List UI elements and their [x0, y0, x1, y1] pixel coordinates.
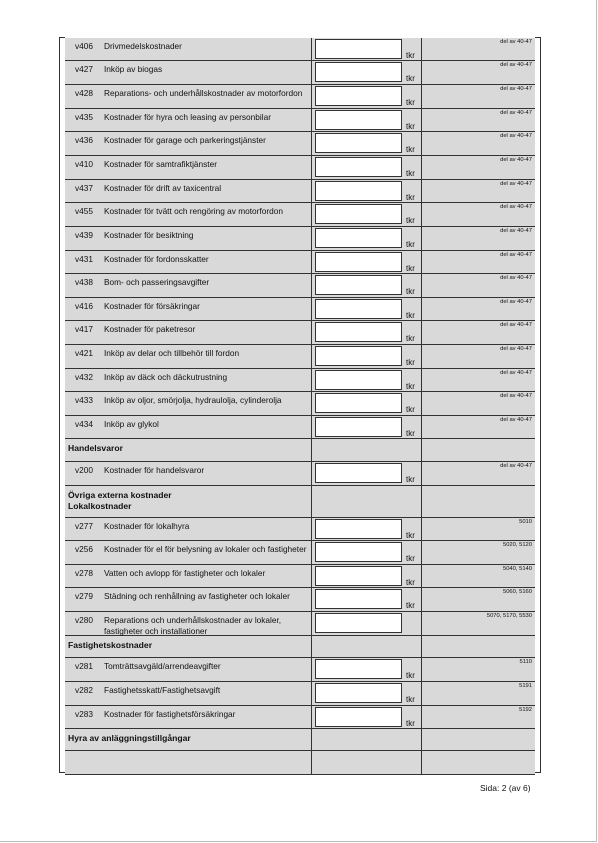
page-number: Sida: 2 (av 6) — [480, 783, 531, 793]
account-reference: del av 40-47 — [500, 417, 532, 423]
variable-code: v416 — [75, 301, 93, 311]
account-reference: 5060, 5160 — [502, 589, 532, 595]
column-divider — [421, 132, 422, 156]
variable-code: v277 — [75, 521, 93, 531]
amount-input[interactable] — [315, 683, 402, 703]
account-reference: del av 40-47 — [500, 463, 532, 469]
account-reference: del av 40-47 — [500, 252, 532, 258]
cost-description: Inköp av oljor, smörjolja, hydraulolja, cylinderolja — [104, 395, 282, 405]
column-divider — [311, 321, 312, 345]
column-divider — [421, 345, 422, 369]
amount-input[interactable] — [315, 707, 402, 727]
variable-code: v439 — [75, 230, 93, 240]
section-title: Fastighetskostnader — [68, 640, 153, 650]
form-row — [65, 658, 535, 682]
section-heading-row — [65, 729, 535, 751]
column-divider — [421, 439, 422, 462]
account-reference: del av 40-47 — [500, 322, 532, 328]
column-divider — [421, 61, 422, 85]
account-reference: 5192 — [519, 707, 532, 713]
unit-label: tkr — [406, 145, 415, 154]
unit-label: tkr — [406, 405, 415, 414]
account-reference: del av 40-47 — [500, 62, 532, 68]
form-row — [65, 132, 535, 156]
amount-input[interactable] — [315, 204, 402, 224]
variable-code: v279 — [75, 591, 93, 601]
variable-code: v434 — [75, 419, 93, 429]
column-divider — [421, 274, 422, 298]
form-row — [65, 298, 535, 321]
form-row — [65, 462, 535, 486]
cost-form — [65, 38, 535, 775]
amount-input[interactable] — [315, 566, 402, 586]
column-divider — [311, 658, 312, 682]
column-divider — [311, 251, 312, 274]
section-title: Handelsvaror — [68, 443, 123, 453]
cost-description: Inköp av däck och däckutrustning — [104, 372, 228, 382]
cost-description: Kostnader för hyra och leasing av personbilar — [104, 112, 271, 122]
account-reference: del av 40-47 — [500, 370, 532, 376]
variable-code: v281 — [75, 661, 93, 671]
variable-code: v431 — [75, 254, 93, 264]
variable-code: v437 — [75, 183, 93, 193]
amount-input[interactable] — [315, 370, 402, 390]
unit-label: tkr — [406, 287, 415, 296]
account-reference: del av 40-47 — [500, 181, 532, 187]
amount-input[interactable] — [315, 613, 402, 633]
cost-description: Kostnader för drift av taxicentral — [104, 183, 222, 193]
cost-description: Reparations- och underhållskostnader av motorfordon — [104, 88, 303, 98]
cost-description: Städning och renhållning av fastigheter och lokaler — [104, 591, 290, 601]
cost-description: Kostnader för paketresor — [104, 324, 196, 334]
form-row — [65, 109, 535, 132]
amount-input[interactable] — [315, 322, 402, 342]
cost-description: Tomträttsavgäld/arrendeavgifter — [104, 661, 221, 671]
column-divider — [421, 462, 422, 486]
amount-input[interactable] — [315, 275, 402, 295]
column-divider — [311, 486, 312, 518]
column-divider — [311, 416, 312, 439]
unit-label: tkr — [406, 51, 415, 60]
column-divider — [311, 274, 312, 298]
column-divider — [311, 156, 312, 180]
amount-input[interactable] — [315, 589, 402, 609]
cost-description: Bom- och passeringsavgifter — [104, 277, 210, 287]
column-divider — [421, 682, 422, 706]
form-row — [65, 751, 535, 775]
column-divider — [421, 156, 422, 180]
unit-label: tkr — [406, 671, 415, 680]
form-row — [65, 518, 535, 541]
account-reference: del av 40-47 — [500, 299, 532, 305]
amount-input[interactable] — [315, 417, 402, 437]
section-heading-row — [65, 636, 535, 658]
column-divider — [311, 369, 312, 392]
column-divider — [421, 369, 422, 392]
unit-label: tkr — [406, 264, 415, 273]
unit-label: tkr — [406, 554, 415, 563]
account-reference: del av 40-47 — [500, 39, 532, 45]
column-divider — [311, 612, 312, 636]
column-divider — [421, 751, 422, 775]
amount-input[interactable] — [315, 228, 402, 248]
variable-code: v200 — [75, 465, 93, 475]
variable-code: v438 — [75, 277, 93, 287]
column-divider — [311, 392, 312, 416]
amount-input[interactable] — [315, 346, 402, 366]
variable-code: v280 — [75, 615, 93, 625]
amount-input[interactable] — [315, 519, 402, 539]
unit-label: tkr — [406, 240, 415, 249]
variable-code: v410 — [75, 159, 93, 169]
column-divider — [421, 612, 422, 636]
column-divider — [311, 729, 312, 751]
account-reference: del av 40-47 — [500, 110, 532, 116]
form-row — [65, 227, 535, 251]
account-reference: del av 40-47 — [500, 133, 532, 139]
variable-code: v432 — [75, 372, 93, 382]
column-divider — [421, 180, 422, 203]
unit-label: tkr — [406, 122, 415, 131]
column-divider — [421, 706, 422, 729]
column-divider — [311, 682, 312, 706]
column-divider — [311, 518, 312, 541]
amount-input[interactable] — [315, 299, 402, 319]
form-row — [65, 416, 535, 439]
cost-description: Kostnader för tvätt och rengöring av motorfordon — [104, 206, 283, 216]
column-divider — [421, 518, 422, 541]
account-reference: 5070, 5170, 5530 — [486, 613, 532, 619]
column-divider — [311, 61, 312, 85]
column-divider — [311, 588, 312, 612]
unit-label: tkr — [406, 382, 415, 391]
account-reference: del av 40-47 — [500, 204, 532, 210]
form-row — [65, 274, 535, 298]
cost-description: Reparations och underhållskostnader av lokaler, fastigheter och installationer — [104, 615, 282, 636]
variable-code: v278 — [75, 568, 93, 578]
cost-description: Inköp av delar och tillbehör till fordon — [104, 348, 240, 358]
unit-label: tkr — [406, 578, 415, 587]
column-divider — [311, 203, 312, 227]
column-divider — [311, 706, 312, 729]
cost-description: Kostnader för garage och parkeringstjänster — [104, 135, 266, 145]
cost-description: Fastighetsskatt/Fastighetsavgift — [104, 685, 221, 695]
column-divider — [421, 251, 422, 274]
form-row — [65, 180, 535, 203]
column-divider — [311, 751, 312, 775]
unit-label: tkr — [406, 216, 415, 225]
form-row — [65, 203, 535, 227]
amount-input[interactable] — [315, 393, 402, 413]
account-reference: 5040, 5140 — [502, 566, 532, 572]
variable-code: v428 — [75, 88, 93, 98]
column-divider — [311, 180, 312, 203]
form-row — [65, 369, 535, 392]
amount-input[interactable] — [315, 86, 402, 106]
account-reference: 5191 — [519, 683, 532, 689]
column-divider — [311, 541, 312, 565]
column-divider — [421, 541, 422, 565]
cost-description: Kostnader för fordonsskatter — [104, 254, 209, 264]
column-divider — [421, 392, 422, 416]
unit-label: tkr — [406, 311, 415, 320]
amount-input[interactable] — [315, 252, 402, 272]
unit-label: tkr — [406, 695, 415, 704]
cost-description: Inköp av biogas — [104, 64, 163, 74]
unit-label: tkr — [406, 193, 415, 202]
form-row — [65, 321, 535, 345]
account-reference: del av 40-47 — [500, 275, 532, 281]
cost-description: Kostnader för besiktning — [104, 230, 194, 240]
column-divider — [421, 38, 422, 61]
form-row — [65, 61, 535, 85]
form-row — [65, 588, 535, 612]
column-divider — [311, 345, 312, 369]
unit-label: tkr — [406, 531, 415, 540]
column-divider — [421, 203, 422, 227]
amount-input[interactable] — [315, 62, 402, 82]
amount-input[interactable] — [315, 110, 402, 130]
form-row — [65, 85, 535, 109]
section-title: Lokalkostnader — [68, 501, 132, 511]
unit-label: tkr — [406, 98, 415, 107]
column-divider — [311, 636, 312, 658]
amount-input[interactable] — [315, 463, 402, 483]
column-divider — [421, 565, 422, 588]
column-divider — [311, 298, 312, 321]
variable-code: v433 — [75, 395, 93, 405]
column-divider — [311, 462, 312, 486]
column-divider — [311, 565, 312, 588]
amount-input[interactable] — [315, 39, 402, 59]
form-row — [65, 541, 535, 565]
form-row — [65, 682, 535, 706]
unit-label: tkr — [406, 358, 415, 367]
column-divider — [421, 729, 422, 751]
column-divider — [421, 85, 422, 109]
section-title: Övriga externa kostnader — [68, 490, 172, 500]
right-bracket — [535, 37, 541, 773]
column-divider — [421, 321, 422, 345]
column-divider — [311, 85, 312, 109]
unit-label: tkr — [406, 169, 415, 178]
unit-label: tkr — [406, 601, 415, 610]
variable-code: v455 — [75, 206, 93, 216]
form-row — [65, 612, 535, 636]
column-divider — [421, 636, 422, 658]
cost-description: Kostnader för fastighetsförsäkringar — [104, 709, 236, 719]
cost-description: Kostnader för el för belysning av lokaler och fastigheter — [104, 544, 307, 554]
variable-code: v427 — [75, 64, 93, 74]
account-reference: 5110 — [519, 659, 532, 665]
cost-description: Kostnader för handelsvaror — [104, 465, 205, 475]
amount-input[interactable] — [315, 133, 402, 153]
amount-input[interactable] — [315, 181, 402, 201]
variable-code: v417 — [75, 324, 93, 334]
form-row — [65, 565, 535, 588]
column-divider — [421, 416, 422, 439]
variable-code: v256 — [75, 544, 93, 554]
section-heading-row — [65, 486, 535, 518]
unit-label: tkr — [406, 429, 415, 438]
variable-code: v435 — [75, 112, 93, 122]
column-divider — [421, 658, 422, 682]
account-reference: 5010 — [519, 519, 532, 525]
account-reference: del av 40-47 — [500, 228, 532, 234]
unit-label: tkr — [406, 475, 415, 484]
amount-input[interactable] — [315, 659, 402, 679]
form-row — [65, 392, 535, 416]
form-row — [65, 706, 535, 729]
form-row — [65, 251, 535, 274]
column-divider — [311, 227, 312, 251]
account-reference: del av 40-47 — [500, 157, 532, 163]
amount-input[interactable] — [315, 542, 402, 562]
column-divider — [421, 588, 422, 612]
column-divider — [311, 38, 312, 61]
unit-label: tkr — [406, 719, 415, 728]
column-divider — [421, 486, 422, 518]
unit-label: tkr — [406, 334, 415, 343]
cost-description: Kostnader för försäkringar — [104, 301, 200, 311]
cost-description: Inköp av glykol — [104, 419, 159, 429]
variable-code: v282 — [75, 685, 93, 695]
account-reference: del av 40-47 — [500, 393, 532, 399]
column-divider — [311, 439, 312, 462]
account-reference: 5020, 5120 — [502, 542, 532, 548]
form-row — [65, 156, 535, 180]
variable-code: v421 — [75, 348, 93, 358]
section-title: Hyra av anläggningstillgångar — [68, 733, 191, 743]
amount-input[interactable] — [315, 157, 402, 177]
column-divider — [421, 227, 422, 251]
account-reference: del av 40-47 — [500, 346, 532, 352]
cost-description: Kostnader för samtrafiktjänster — [104, 159, 217, 169]
section-heading-row — [65, 439, 535, 462]
variable-code: v436 — [75, 135, 93, 145]
account-reference: del av 40-47 — [500, 86, 532, 92]
cost-description: Drivmedelskostnader — [104, 41, 182, 51]
form-row — [65, 38, 535, 61]
variable-code: v283 — [75, 709, 93, 719]
column-divider — [311, 132, 312, 156]
form-row — [65, 345, 535, 369]
unit-label: tkr — [406, 74, 415, 83]
column-divider — [421, 298, 422, 321]
cost-description: Vatten och avlopp för fastigheter och lokaler — [104, 568, 266, 578]
column-divider — [421, 109, 422, 132]
variable-code: v406 — [75, 41, 93, 51]
cost-description: Kostnader för lokalhyra — [104, 521, 190, 531]
column-divider — [311, 109, 312, 132]
